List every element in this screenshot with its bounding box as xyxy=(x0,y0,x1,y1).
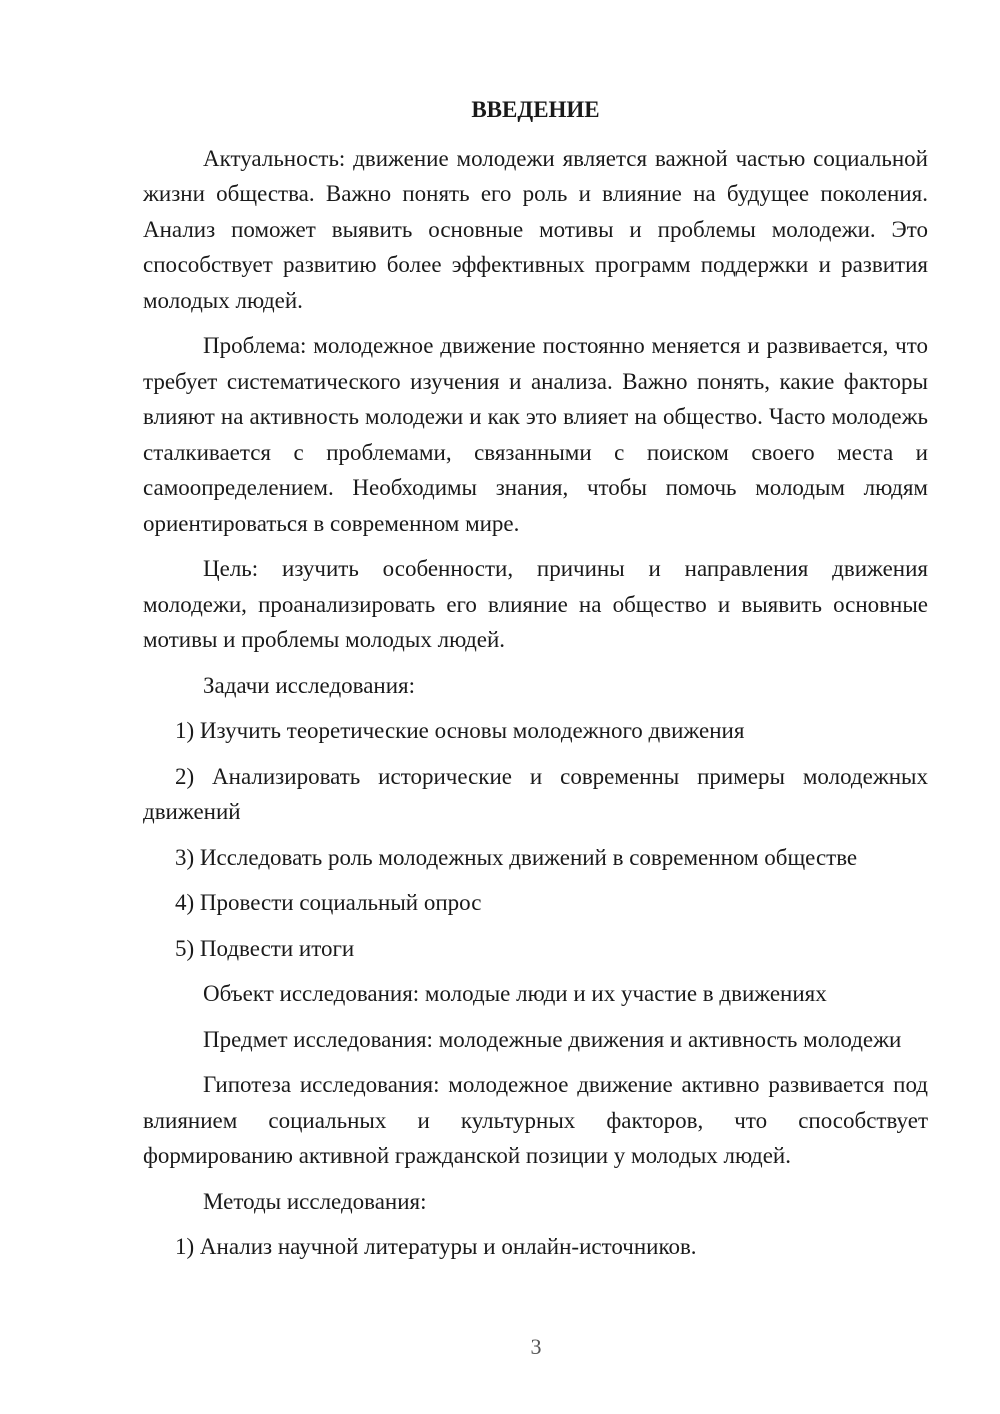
problem-paragraph: Проблема: молодежное движение постоянно меняется и развивается, что требует систематического изучения и анализа. Важно понять, какие факторы влияют на активность молодежи и как это влияет на общество. Часто молодежь сталкивается с проблемами, связанными с поиском своего места и самоопределением. Необходимы знания, чтобы помочь молодым людям ориентироваться в современном мире. xyxy=(143,333,928,536)
task-item-4: 4) Провести социальный опрос xyxy=(175,890,482,915)
object-paragraph: Объект исследования: молодые люди и их участие в движениях xyxy=(203,981,827,1006)
page-content xyxy=(143,92,928,1275)
task-item-3: 3) Исследовать роль молодежных движений в современном обществе xyxy=(175,844,858,870)
task-item-2: 2) Анализировать исторические и современны примеры молодежных движений xyxy=(143,763,928,824)
task-item-5: 5) Подвести итоги xyxy=(175,935,355,961)
method-item-1: 1) Анализ научной литературы и онлайн-источников. xyxy=(175,1234,697,1259)
page-number: 3 xyxy=(530,1334,542,1359)
goal-paragraph: Цель: изучить особенности, причины и направления движения молодежи, проанализировать его влияние на общество и выявить основные мотивы и проблемы молодых людей. xyxy=(143,556,928,652)
methods-label: Методы исследования: xyxy=(203,1188,427,1214)
subject-paragraph: Предмет исследования: молодежные движения и активность молодежи xyxy=(203,1026,902,1052)
task-item-1: 1) Изучить теоретические основы молодежного движения xyxy=(175,718,745,743)
relevance-paragraph: Актуальность: движение молодежи является важной частью социальной жизни общества. Важно понять его роль и влияние на будущее поколения. Анализ поможет выявить основные мотивы и проблемы молодежи. Это способствует развитию более эффективных программ поддержки и развития молодых людей. xyxy=(143,145,928,313)
tasks-label: Задачи исследования: xyxy=(203,672,416,698)
section-heading: ВВЕДЕНИЕ xyxy=(471,97,600,122)
hypothesis-paragraph: Гипотеза исследования: молодежное движение активно развивается под влиянием социальных и культурных факторов, что способствует формированию активной гражданской позиции у молодых людей. xyxy=(143,1072,928,1168)
